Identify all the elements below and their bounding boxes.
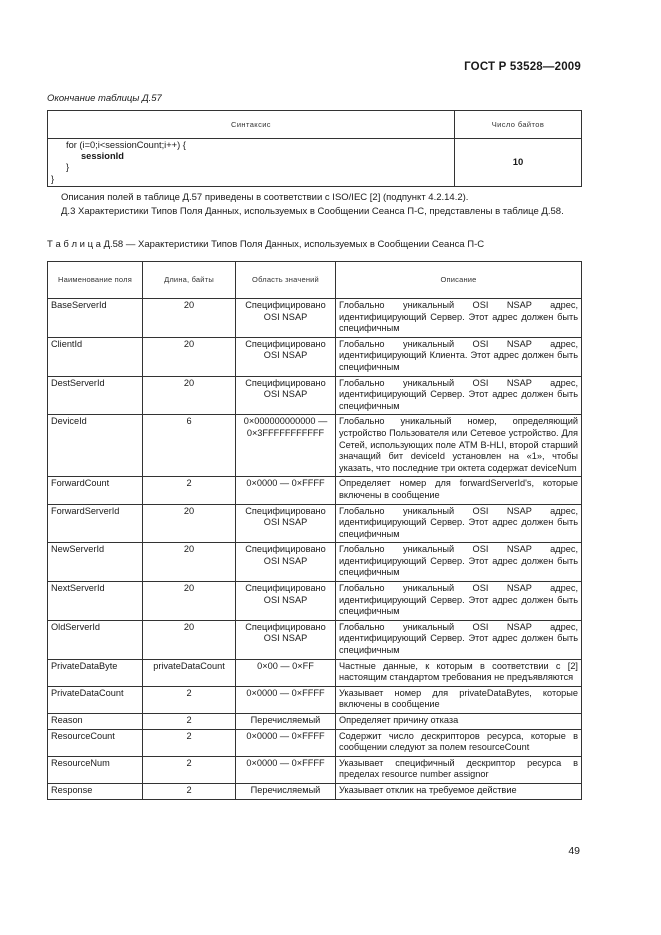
description-cell: Глобально уникальный OSI NSAP адрес, идентифицирующий Сервер. Этот адрес должен быть специфичным — [336, 582, 582, 621]
table-row — [48, 659, 582, 686]
description-cell: Указывает специфичный дескриптор ресурса в пределах resource number assignor — [336, 756, 582, 783]
range-cell: Специфицировано OSI NSAP — [236, 376, 336, 415]
field-name-cell: DeviceId — [48, 415, 143, 477]
table-row — [48, 729, 582, 756]
length-cell: 20 — [143, 620, 236, 659]
range-cell: 0×00 — 0×FF — [236, 659, 336, 686]
description-cell: Указывает номер для privateDataBytes, которые включены в сообщение — [336, 686, 582, 713]
description-cell: Содержит число дескрипторов ресурса, которые в сообщении следуют за полем resourceCount — [336, 729, 582, 756]
field-name-cell: PrivateDataByte — [48, 659, 143, 686]
range-cell: 0×0000 — 0×FFFF — [236, 729, 336, 756]
code-line: for (i=0;i<sessionCount;i++) { — [66, 140, 186, 150]
field-name-cell: ResourceCount — [48, 729, 143, 756]
field-name-cell: ClientId — [48, 337, 143, 376]
code-line: } — [66, 162, 70, 173]
syntax-table-row — [48, 139, 582, 187]
field-name-cell: ForwardServerId — [48, 504, 143, 543]
paragraph: Описания полей в таблице Д.57 приведены в соответствии с ISO/IEC [2] (подпункт 4.2.14.2). — [61, 192, 469, 203]
description-cell: Глобально уникальный OSI NSAP адрес, идентифицирующий Сервер. Этот адрес должен быть специфичным — [336, 620, 582, 659]
range-cell: Специфицировано OSI NSAP — [236, 543, 336, 582]
length-cell: 20 — [143, 504, 236, 543]
description-cell: Частные данные, к которым в соответствии с [2] настоящим стандартом требования не предъявляются — [336, 659, 582, 686]
length-cell: 20 — [143, 299, 236, 338]
length-cell: 20 — [143, 543, 236, 582]
field-name-cell: DestServerId — [48, 376, 143, 415]
length-cell: 2 — [143, 729, 236, 756]
document-standard-header: ГОСТ Р 53528—2009 — [464, 61, 581, 73]
description-cell: Глобально уникальный OSI NSAP адрес, идентифицирующий Сервер. Этот адрес должен быть специфичным — [336, 376, 582, 415]
range-cell: 0×000000000000 — 0×3FFFFFFFFFFF — [236, 415, 336, 477]
table-row — [48, 504, 582, 543]
range-cell: Специфицировано OSI NSAP — [236, 582, 336, 621]
table-row — [48, 543, 582, 582]
field-name-cell: ForwardCount — [48, 477, 143, 504]
page-number: 49 — [568, 845, 580, 857]
table-row — [48, 477, 582, 504]
length-cell: 2 — [143, 783, 236, 799]
length-column-header: Длина, байты — [143, 262, 236, 299]
description-cell: Глобально уникальный OSI NSAP адрес, идентифицирующий Сервер. Этот адрес должен быть специфичным — [336, 543, 582, 582]
length-cell: 20 — [143, 337, 236, 376]
field-name-cell: OldServerId — [48, 620, 143, 659]
range-cell: 0×0000 — 0×FFFF — [236, 686, 336, 713]
field-name-cell: Reason — [48, 714, 143, 730]
length-cell: privateDataCount — [143, 659, 236, 686]
range-cell: Перечисляемый — [236, 783, 336, 799]
length-cell: 20 — [143, 582, 236, 621]
table-continuation-label: Окончание таблицы Д.57 — [47, 93, 162, 104]
table-row — [48, 376, 582, 415]
field-name-cell: BaseServerId — [48, 299, 143, 338]
table-row — [48, 756, 582, 783]
range-cell: Перечисляемый — [236, 714, 336, 730]
table-header-row — [48, 262, 582, 299]
syntax-table-header-row — [48, 111, 582, 139]
field-name-cell: Response — [48, 783, 143, 799]
range-cell: Специфицировано OSI NSAP — [236, 504, 336, 543]
description-cell: Определяет причину отказа — [336, 714, 582, 730]
table-row — [48, 415, 582, 477]
code-line: sessionId — [81, 151, 124, 162]
length-cell: 2 — [143, 714, 236, 730]
data-field-types-table — [47, 261, 582, 800]
length-cell: 2 — [143, 756, 236, 783]
table-row — [48, 783, 582, 799]
name-column-header: Наименование поля — [48, 262, 143, 299]
table-row — [48, 582, 582, 621]
description-cell: Глобально уникальный OSI NSAP адрес, идентифицирующий Сервер. Этот адрес должен быть специфичным — [336, 504, 582, 543]
range-cell: Специфицировано OSI NSAP — [236, 299, 336, 338]
table-row — [48, 714, 582, 730]
syntax-column-header: Синтаксис — [48, 111, 455, 139]
table-caption: Т а б л и ц а Д.58 — Характеристики Типов Поля Данных, используемых в Сообщении Сеанса П-С — [47, 239, 485, 250]
range-cell: Специфицировано OSI NSAP — [236, 620, 336, 659]
description-cell: Глобально уникальный OSI NSAP адрес, идентифицирующий Клиента. Этот адрес должен быть специфичным — [336, 337, 582, 376]
bytes-column-header: Число байтов — [455, 111, 582, 139]
field-name-cell: ResourceNum — [48, 756, 143, 783]
table-row — [48, 299, 582, 338]
length-cell: 20 — [143, 376, 236, 415]
range-cell: 0×0000 — 0×FFFF — [236, 756, 336, 783]
length-cell: 2 — [143, 477, 236, 504]
paragraph: Д.3 Характеристики Типов Поля Данных, используемых в Сообщении Сеанса П-С, представлены в таблице Д.58. — [61, 206, 564, 217]
code-line: } — [51, 173, 55, 184]
description-cell: Определяет номер для forwardServerId's, которые включены в сообщение — [336, 477, 582, 504]
length-cell: 2 — [143, 686, 236, 713]
syntax-code-cell — [48, 139, 455, 187]
length-cell: 6 — [143, 415, 236, 477]
syntax-table — [47, 110, 582, 187]
range-column-header: Область значений — [236, 262, 336, 299]
table-row — [48, 686, 582, 713]
field-name-cell: NextServerId — [48, 582, 143, 621]
description-column-header: Описание — [336, 262, 582, 299]
bytes-value-cell: 10 — [455, 139, 582, 187]
description-cell: Глобально уникальный OSI NSAP адрес, идентифицирующий Сервер. Этот адрес должен быть специфичным — [336, 299, 582, 338]
range-cell: Специфицировано OSI NSAP — [236, 337, 336, 376]
description-cell: Глобально уникальный номер, определяющий устройство Пользователя или Сетевое устройство. Для Сетей, использующих поле ATM B-HLI, второй старший значащий бит deviceId установлен на «1», чтобы указать, что последние три октета содержат deviceNum — [336, 415, 582, 477]
description-cell: Указывает отклик на требуемое действие — [336, 783, 582, 799]
table-row — [48, 620, 582, 659]
field-name-cell: PrivateDataCount — [48, 686, 143, 713]
field-name-cell: NewServerId — [48, 543, 143, 582]
table-row — [48, 337, 582, 376]
range-cell: 0×0000 — 0×FFFF — [236, 477, 336, 504]
